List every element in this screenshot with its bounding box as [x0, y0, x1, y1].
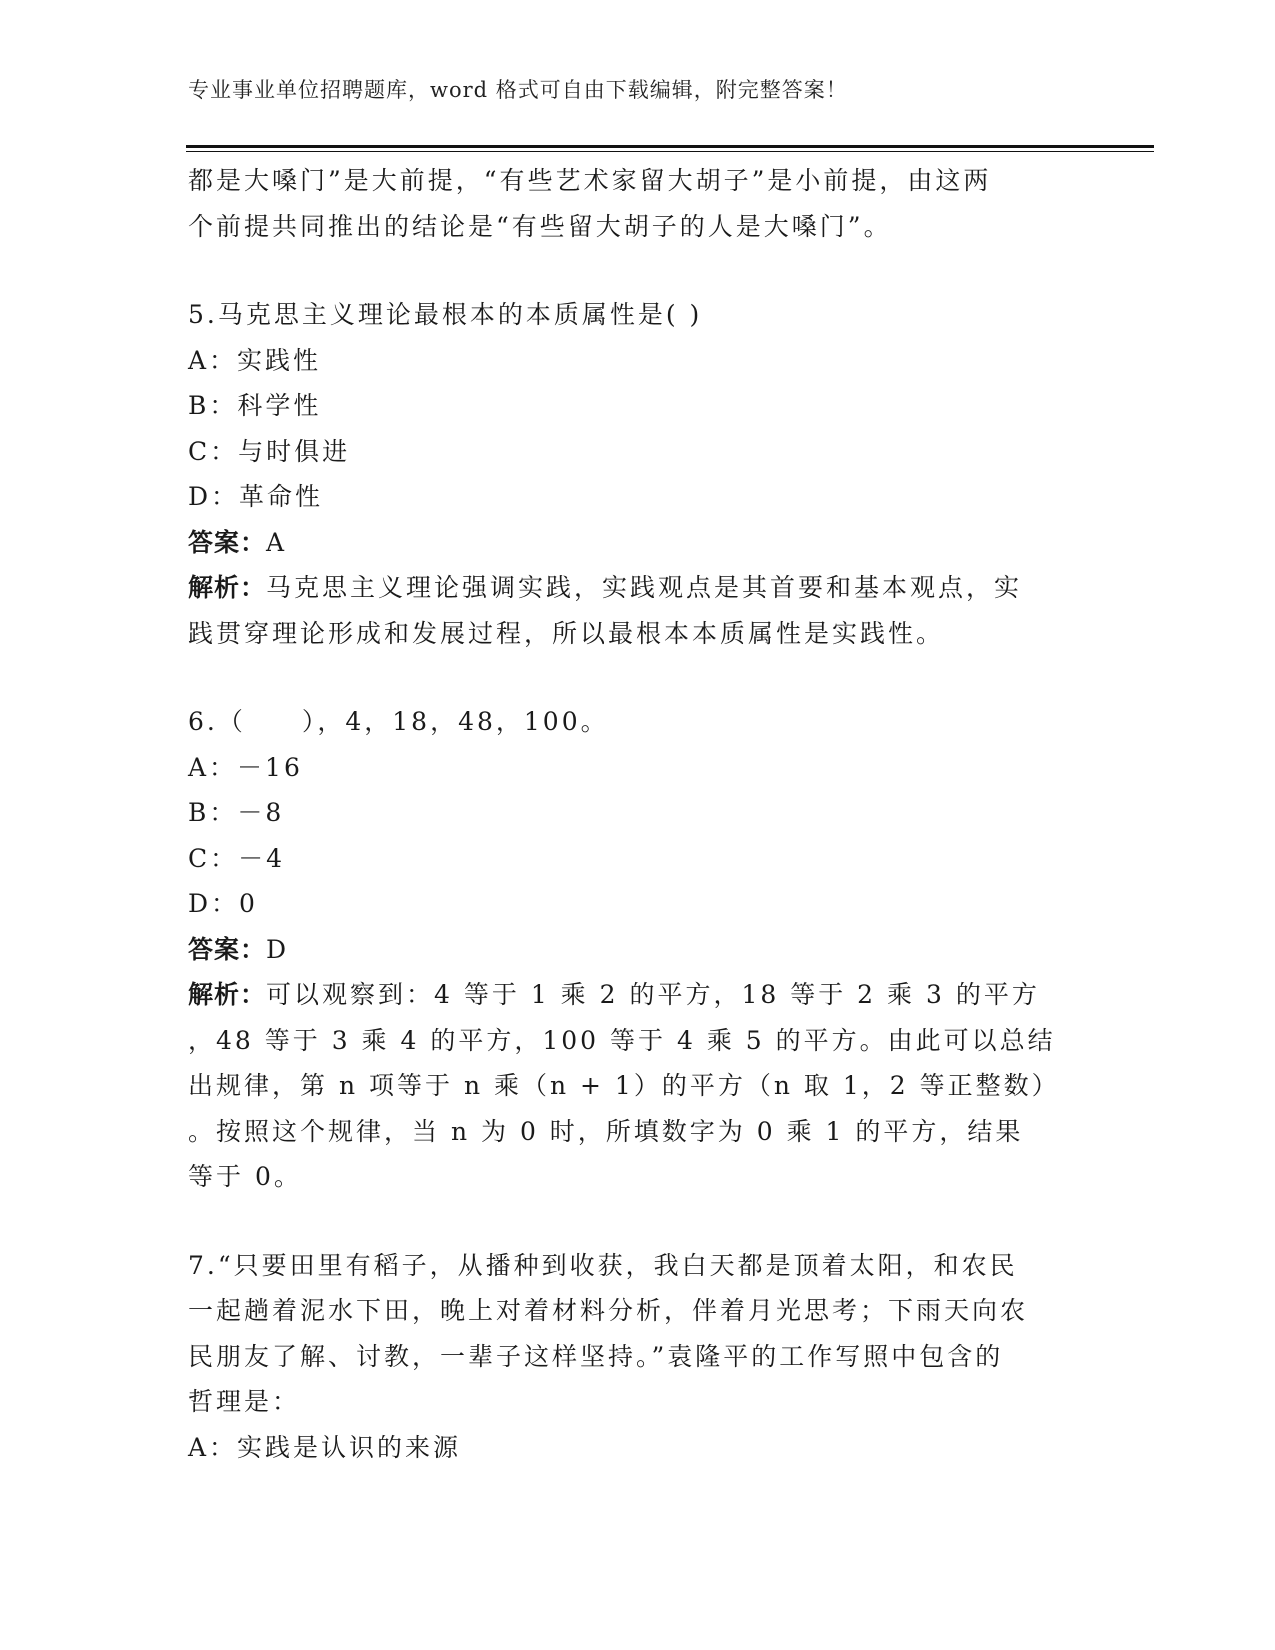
answer-label: 答案： — [188, 527, 267, 557]
continuation-text — [188, 158, 1088, 249]
option-c: C：与时俱进 — [188, 436, 351, 466]
analysis-text: 马克思主义理论强调实践，实践观点是其首要和基本观点，实 — [266, 573, 1023, 602]
analysis-text: 可以观察到：4 等于 1 乘 2 的平方，18 等于 2 乘 3 的平方 — [266, 980, 1040, 1009]
answer-value: A — [266, 527, 288, 557]
option-c: C：－4 — [188, 843, 286, 873]
question-text: 一起趟着泥水下田，晚上对着材料分析，伴着月光思考；下雨天向农 — [188, 1296, 1029, 1325]
analysis-text: 。按照这个规律，当 n 为 0 时，所填数字为 0 乘 1 的平方，结果 — [188, 1116, 1024, 1146]
analysis-text: 等于 0。 — [188, 1162, 302, 1191]
question-text: 5.马克思主义理论最根本的本质属性是( ) — [188, 300, 703, 329]
option-b: B：科学性 — [188, 391, 322, 420]
analysis-line — [188, 972, 1088, 1018]
option-d: D：革命性 — [188, 482, 324, 511]
option-d: D：0 — [188, 889, 258, 918]
analysis-text: 出规律，第 n 项等于 n 乘（n + 1）的平方（n 取 1，2 等正整数） — [188, 1071, 1060, 1100]
header-rule-thick — [186, 145, 1154, 148]
continuation-line: 个前提共同推出的结论是“有些留大胡子的人是大嗓门”。 — [188, 211, 892, 241]
option-a: A：实践是认识的来源 — [188, 1432, 462, 1462]
option-a: A：实践性 — [188, 345, 322, 375]
answer-value: D — [266, 934, 290, 964]
answer-line — [188, 520, 1088, 566]
page-header: 专业事业单位招聘题库，word 格式可自由下载编辑，附完整答案！ — [188, 78, 848, 102]
option-a: A：－16 — [188, 752, 303, 782]
analysis-line — [188, 565, 1088, 611]
answer-line — [188, 927, 1088, 973]
answer-label: 答案： — [188, 934, 267, 964]
document-body — [188, 158, 1088, 1470]
analysis-label: 解析： — [188, 573, 267, 602]
question-text: 6.（ ），4，18，48，100。 — [188, 707, 609, 736]
analysis-label: 解析： — [188, 980, 267, 1009]
question-5 — [188, 292, 1088, 656]
continuation-line: 都是大嗓门”是大前提，“有些艺术家留大胡子”是小前提，由这两 — [188, 166, 992, 195]
question-6 — [188, 699, 1088, 1200]
analysis-text: 践贯穿理论形成和发展过程，所以最根本本质属性是实践性。 — [188, 618, 945, 648]
header-rule-thin — [186, 151, 1154, 152]
question-text: 民朋友了解、讨教，一辈子这样坚持。”袁隆平的工作写照中包含的 — [188, 1341, 1004, 1371]
question-text: 哲理是： — [188, 1387, 301, 1416]
analysis-text: ，48 等于 3 乘 4 的平方，100 等于 4 乘 5 的平方。由此可以总结 — [188, 1025, 1056, 1055]
option-b: B：－8 — [188, 798, 285, 827]
question-7 — [188, 1243, 1088, 1471]
question-text: 7.“只要田里有稻子，从播种到收获，我白天都是顶着太阳，和农民 — [188, 1250, 1018, 1280]
